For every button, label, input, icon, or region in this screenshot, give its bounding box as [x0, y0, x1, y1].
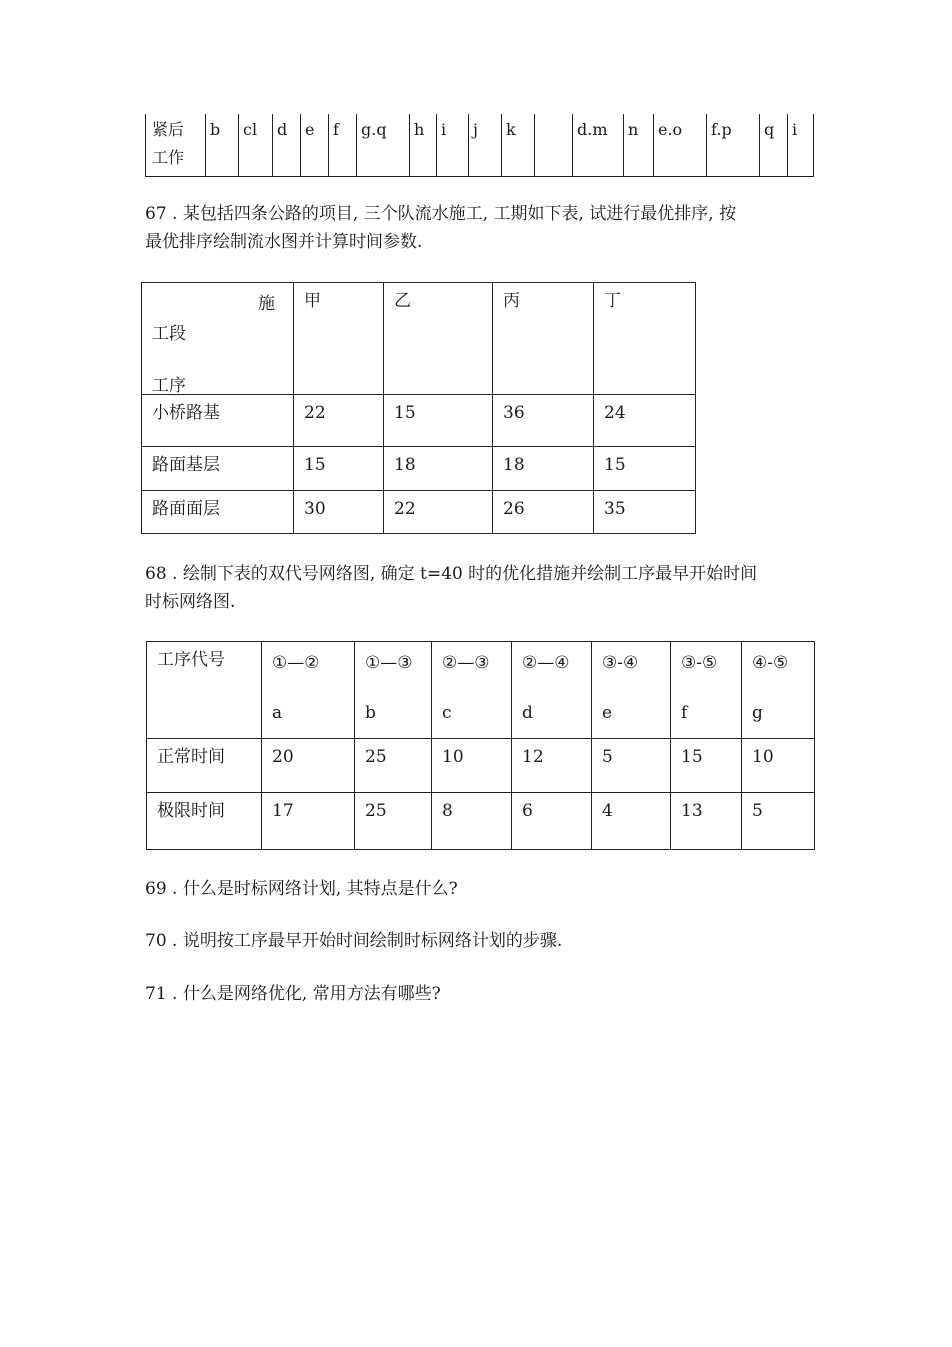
table-cell — [512, 739, 592, 793]
cell-value: 17 — [272, 801, 294, 821]
table-cell: f — [329, 114, 357, 177]
network-table — [146, 641, 815, 850]
cell-value: 18 — [503, 455, 525, 475]
code-text: ③-⑤ — [681, 653, 718, 673]
row-label — [142, 395, 294, 447]
table-cell: q — [760, 114, 788, 177]
cell-value: 36 — [503, 403, 525, 423]
header-line: 紧后 — [152, 120, 185, 139]
table-row — [142, 491, 696, 534]
column-header — [594, 283, 696, 395]
table-cell: e — [301, 114, 329, 177]
table-row — [142, 283, 696, 395]
code-cell — [512, 642, 592, 739]
row-label — [142, 447, 294, 491]
table-cell: d.m — [573, 114, 624, 177]
cell-value: 22 — [304, 403, 326, 423]
table-row — [147, 642, 815, 739]
question-text-line: 时标网络图. — [145, 592, 236, 612]
table-cell — [592, 793, 671, 850]
table-cell: h — [410, 114, 437, 177]
table-cell: f.p — [707, 114, 760, 177]
row-label — [142, 491, 294, 534]
cell-value: 15 — [394, 403, 416, 423]
code-cell — [355, 642, 432, 739]
code-cell — [671, 642, 742, 739]
code-text: ②—③ — [442, 653, 490, 673]
row-label — [147, 642, 262, 739]
cell-value: 25 — [365, 747, 387, 767]
table-cell — [512, 793, 592, 850]
table-cell — [384, 395, 493, 447]
code-cell — [432, 642, 512, 739]
row-label-text: 小桥路基 — [152, 403, 220, 423]
table-cell: n — [624, 114, 654, 177]
row-label-text: 极限时间 — [157, 801, 225, 821]
row-label-text: 路面面层 — [152, 499, 220, 519]
question-71: 71 . 什么是网络优化, 常用方法有哪些? — [145, 984, 441, 1004]
letter-text: e — [602, 703, 613, 723]
cell-value: 6 — [522, 801, 533, 821]
table-cell — [742, 739, 815, 793]
corner-label-top: 施 — [258, 294, 275, 314]
table-cell — [262, 739, 355, 793]
table-cell — [493, 395, 594, 447]
row-label — [147, 793, 262, 850]
letter-text: d — [522, 703, 533, 723]
column-header-text: 丁 — [604, 291, 621, 311]
column-header — [384, 283, 493, 395]
column-header-text: 丙 — [503, 291, 520, 311]
table-cell — [535, 114, 573, 177]
cell-value: 24 — [604, 403, 626, 423]
table-row — [147, 793, 815, 850]
cell-value: 12 — [522, 747, 544, 767]
table-header-cell — [146, 114, 206, 177]
row-label-text: 路面基层 — [152, 455, 220, 475]
cell-value: 5 — [602, 747, 613, 767]
column-header-text: 乙 — [394, 291, 411, 311]
table-cell: i — [437, 114, 469, 177]
row-label — [147, 739, 262, 793]
code-cell — [592, 642, 671, 739]
cell-value: 35 — [604, 499, 626, 519]
letter-text: b — [365, 703, 376, 723]
cell-value: 5 — [752, 801, 763, 821]
table-cell — [355, 793, 432, 850]
table-row — [142, 447, 696, 491]
code-text: ①—② — [272, 653, 320, 673]
cell-value: 30 — [304, 499, 326, 519]
code-cell — [262, 642, 355, 739]
table-cell — [594, 491, 696, 534]
table-cell — [294, 491, 384, 534]
cell-value: 26 — [503, 499, 525, 519]
column-header — [294, 283, 384, 395]
successor-table — [145, 114, 814, 177]
code-text: ①—③ — [365, 653, 413, 673]
column-header-text: 甲 — [304, 291, 321, 311]
table-cell — [671, 739, 742, 793]
cell-value: 10 — [442, 747, 464, 767]
table-cell — [432, 739, 512, 793]
table-cell: i — [788, 114, 814, 177]
table-row — [146, 114, 814, 177]
table-cell: b — [206, 114, 239, 177]
table-cell: cl — [239, 114, 273, 177]
question-text-line: 67 . 某包括四条公路的项目, 三个队流水施工, 工期如下表, 试进行最优排序, 按 — [145, 204, 737, 224]
table-cell — [742, 793, 815, 850]
table-cell — [294, 447, 384, 491]
cell-value: 4 — [602, 801, 613, 821]
table-cell — [384, 447, 493, 491]
table-cell — [355, 739, 432, 793]
letter-text: c — [442, 703, 452, 723]
cell-value: 22 — [394, 499, 416, 519]
table-row — [142, 395, 696, 447]
table-cell — [432, 793, 512, 850]
code-text: ③-④ — [602, 653, 639, 673]
letter-text: g — [752, 703, 763, 723]
code-text: ②—④ — [522, 653, 570, 673]
corner-label-mid: 工段 — [152, 324, 186, 344]
question-text-line: 最优排序绘制流水图并计算时间参数. — [145, 232, 423, 252]
table-row — [147, 739, 815, 793]
table-cell: d — [273, 114, 301, 177]
question-69: 69 . 什么是时标网络计划, 其特点是什么? — [145, 879, 458, 899]
cell-value: 15 — [604, 455, 626, 475]
corner-header-cell — [142, 283, 294, 395]
cell-value: 15 — [304, 455, 326, 475]
cell-value: 8 — [442, 801, 453, 821]
table-cell — [493, 447, 594, 491]
cell-value: 18 — [394, 455, 416, 475]
table-cell: j — [469, 114, 502, 177]
question-text-line: 68 . 绘制下表的双代号网络图, 确定 t=40 时的优化措施并绘制工序最早开始时间 — [145, 564, 758, 584]
table-cell — [594, 447, 696, 491]
column-header — [493, 283, 594, 395]
corner-label-bottom: 工序 — [152, 376, 186, 396]
table-cell — [294, 395, 384, 447]
row-label-text: 正常时间 — [157, 747, 225, 767]
code-cell — [742, 642, 815, 739]
question-67 — [145, 200, 736, 256]
table-cell: k — [502, 114, 535, 177]
schedule-table — [141, 282, 696, 534]
question-68 — [145, 560, 757, 616]
cell-value: 20 — [272, 747, 294, 767]
letter-text: a — [272, 703, 283, 723]
header-line: 工作 — [152, 148, 185, 167]
cell-value: 10 — [752, 747, 774, 767]
code-text: ④-⑤ — [752, 653, 789, 673]
table-cell: e.o — [654, 114, 707, 177]
cell-value: 25 — [365, 801, 387, 821]
header-label-text: 工序代号 — [157, 650, 225, 670]
cell-value: 15 — [681, 747, 703, 767]
question-70: 70 . 说明按工序最早开始时间绘制时标网络计划的步骤. — [145, 931, 563, 951]
table-cell — [671, 793, 742, 850]
cell-value: 13 — [681, 801, 703, 821]
table-cell — [493, 491, 594, 534]
letter-text: f — [681, 703, 688, 723]
table-cell: g.q — [357, 114, 410, 177]
table-cell — [384, 491, 493, 534]
table-cell — [592, 739, 671, 793]
table-cell — [262, 793, 355, 850]
table-cell — [594, 395, 696, 447]
